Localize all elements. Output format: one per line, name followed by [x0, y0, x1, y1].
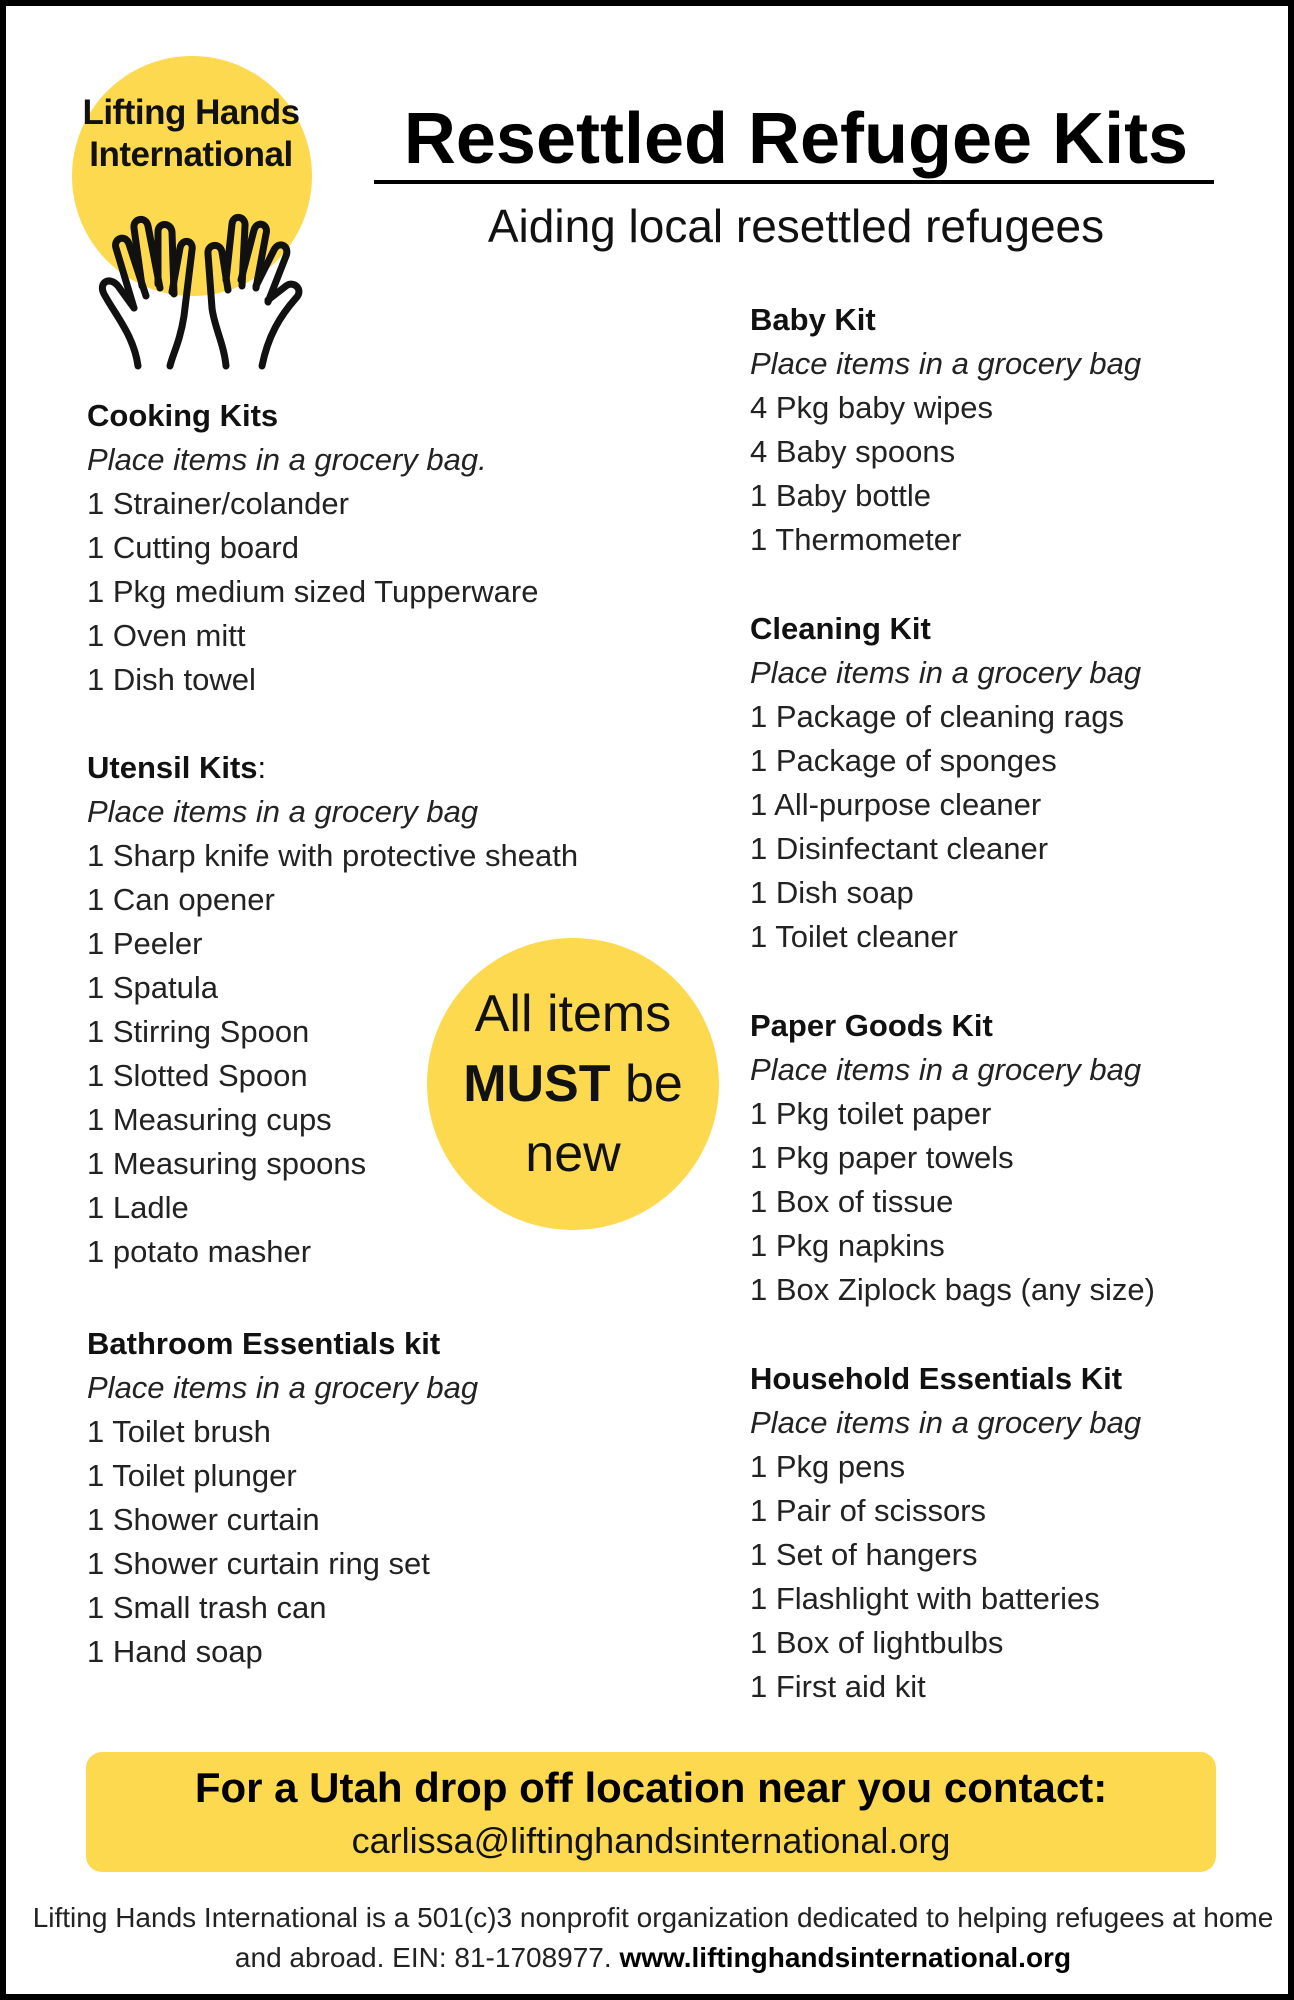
kit-item: 1 Toilet brush: [87, 1414, 271, 1449]
kit-paper-goods: [750, 1004, 1294, 1312]
kit-title-suffix: :: [257, 750, 267, 785]
footer-website-link[interactable]: www.liftinghandsinternational.org: [619, 1942, 1072, 1973]
kit-item: 1 Dish towel: [87, 662, 256, 697]
kit-item: 1 Peeler: [87, 926, 203, 961]
footer: [26, 1898, 1280, 1978]
kit-item: 1 Box Ziplock bags (any size): [750, 1272, 1155, 1307]
logo-line-2: International: [89, 135, 293, 174]
kit-item-list: [750, 1092, 1294, 1312]
kit-cooking: [87, 394, 697, 702]
kit-item: 1 Dish soap: [750, 875, 914, 910]
kit-item: 1 Baby bottle: [750, 478, 931, 513]
raised-hands-icon: [76, 176, 316, 376]
kit-note: Place items in a grocery bag: [87, 1370, 479, 1405]
logo: [56, 56, 316, 326]
kit-item: 1 Cutting board: [87, 530, 299, 565]
kit-title: Cleaning Kit: [750, 611, 931, 646]
kit-title: Utensil Kits: [87, 750, 258, 785]
kit-item: 1 Ladle: [87, 1190, 189, 1225]
kit-title: Household Essentials Kit: [750, 1361, 1123, 1396]
contact-heading: For a Utah drop off location near you contact:: [194, 1764, 1108, 1811]
kit-item-list: [750, 386, 1294, 562]
kit-item-list: [87, 1410, 697, 1674]
kit-item: 1 Pair of scissors: [750, 1493, 987, 1528]
kit-item: 1 Box of lightbulbs: [750, 1625, 1004, 1660]
badge-line-3: new: [525, 1125, 621, 1183]
kit-item-list: [87, 482, 697, 702]
kit-item: 1 First aid kit: [750, 1669, 926, 1704]
kit-item: 1 Thermometer: [750, 522, 962, 557]
badge-line-1: All items: [474, 985, 672, 1043]
kit-title: Bathroom Essentials kit: [87, 1326, 441, 1361]
kit-item: 1 Measuring cups: [87, 1102, 332, 1137]
kit-item: 1 Toilet plunger: [87, 1458, 297, 1493]
kit-item: 1 Sharp knife with protective sheath: [87, 838, 579, 873]
kit-item: 1 Pkg toilet paper: [750, 1096, 992, 1131]
kit-note: Place items in a grocery bag.: [87, 442, 487, 477]
kit-item: 1 Strainer/colander: [87, 486, 349, 521]
kit-item: 1 Stirring Spoon: [87, 1014, 310, 1049]
kit-item-list: [750, 1445, 1294, 1709]
kit-item: 4 Baby spoons: [750, 434, 956, 469]
kit-note: Place items in a grocery bag: [750, 1052, 1142, 1087]
must-be-new-badge: [427, 938, 719, 1230]
kit-item: 1 Oven mitt: [87, 618, 246, 653]
kit-item: 1 Flashlight with batteries: [750, 1581, 1100, 1616]
kit-item: 1 Shower curtain ring set: [87, 1546, 430, 1581]
page-title: Resettled Refugee Kits: [403, 99, 1189, 179]
footer-text: Lifting Hands International is a 501(c)3 nonprofit organization dedicated to helping refugees at home and abroad. EIN: 81-1708977.: [32, 1902, 1274, 1973]
kit-title: Paper Goods Kit: [750, 1008, 993, 1043]
kit-item: 1 Slotted Spoon: [87, 1058, 308, 1093]
kit-item: 1 potato masher: [87, 1234, 312, 1269]
kit-note: Place items in a grocery bag: [750, 655, 1142, 690]
logo-text: [56, 92, 326, 176]
kit-item: 1 Measuring spoons: [87, 1146, 367, 1181]
kit-baby: [750, 298, 1294, 562]
kit-item: 1 Small trash can: [87, 1590, 327, 1625]
kit-cleaning: [750, 607, 1294, 959]
kit-item: 1 Pkg napkins: [750, 1228, 945, 1263]
kit-bathroom-essentials: [87, 1322, 697, 1674]
kit-item: 1 Hand soap: [87, 1634, 263, 1669]
kit-item: 1 Pkg paper towels: [750, 1140, 1014, 1175]
kit-item: 4 Pkg baby wipes: [750, 390, 993, 425]
kit-note: Place items in a grocery bag: [87, 794, 479, 829]
kit-item: 1 Toilet cleaner: [750, 919, 958, 954]
kit-household-essentials: [750, 1357, 1294, 1709]
logo-line-1: Lifting Hands: [82, 93, 300, 132]
kit-item: 1 Pkg pens: [750, 1449, 906, 1484]
kit-item-list: [750, 695, 1294, 959]
badge-emphasis: MUST: [463, 1055, 611, 1113]
kit-item: 1 Box of tissue: [750, 1184, 954, 1219]
kit-item: 1 Package of cleaning rags: [750, 699, 1124, 734]
kit-title: Cooking Kits: [87, 398, 279, 433]
kit-item: 1 Spatula: [87, 970, 218, 1005]
kit-item: 1 Pkg medium sized Tupperware: [87, 574, 539, 609]
kit-item: 1 Package of sponges: [750, 743, 1057, 778]
contact-email[interactable]: carlissa@liftinghandsinternational.org: [351, 1820, 951, 1861]
kit-note: Place items in a grocery bag: [750, 1405, 1142, 1440]
kit-item: 1 All-purpose cleaner: [750, 787, 1042, 822]
contact-banner: [86, 1752, 1216, 1872]
page-subtitle: Aiding local resettled refugees: [487, 200, 1105, 252]
kit-item: 1 Set of hangers: [750, 1537, 978, 1572]
title-underline: [374, 180, 1214, 184]
kit-item: 1 Disinfectant cleaner: [750, 831, 1049, 866]
kit-item: 1 Shower curtain: [87, 1502, 320, 1537]
kit-title: Baby Kit: [750, 302, 876, 337]
badge-line-2: be: [610, 1055, 683, 1113]
kit-note: Place items in a grocery bag: [750, 346, 1142, 381]
kit-item: 1 Can opener: [87, 882, 275, 917]
